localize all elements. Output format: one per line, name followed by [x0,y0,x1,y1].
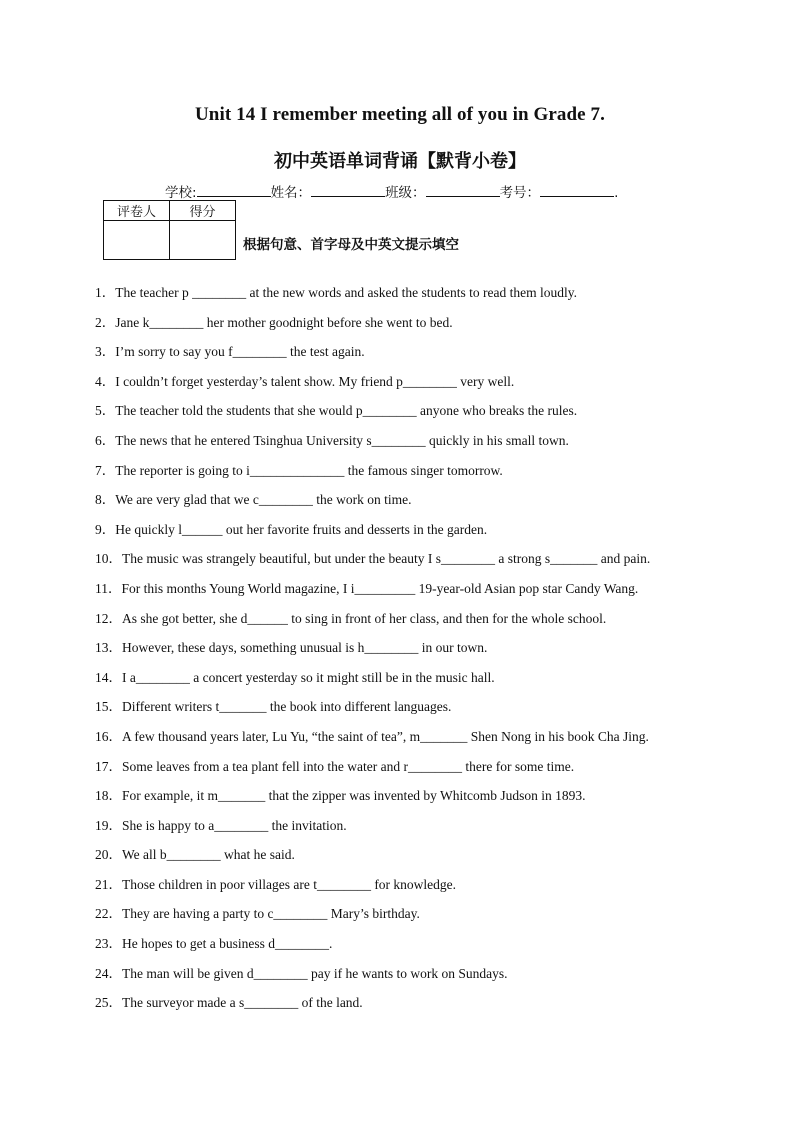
question-item: 3．I’m sorry to say you f________ the test again. [95,344,365,360]
question-item: 21．Those children in poor villages are t________ for knowledge. [95,876,457,892]
question-item: 7．The reporter is going to i______________ the famous singer tomorrow. [95,462,503,478]
question-item: 5．The teacher told the students that she would p________ anyone who breaks the rules. [95,403,578,419]
question-item: 2．Jane k________ her mother goodnight before she went to bed. [95,314,453,330]
question-item: 11．For this months Young World magazine, I i_________ 19-year-old Asian pop star Candy Wang. [95,580,639,596]
name-label: 姓名： [270,185,312,201]
id-label: 考号： [499,185,541,201]
question-item: 1．The teacher p ________ at the new words and asked the students to read them loudly. [95,285,577,300]
section-instruction: 根据句意、首字母及中英文提示填空 [243,237,459,253]
score-cell[interactable] [170,221,236,260]
question-item: 12．As she got better, she d______ to sing in front of her class, and then for the whole school. [95,610,607,626]
id-blank[interactable] [540,184,614,197]
student-info-line [165,181,618,201]
question-item: 24．The man will be given d________ pay if he wants to work on Sundays. [95,965,508,981]
grader-header: 评卷人 [104,201,170,221]
question-item: 20．We all b________ what he said. [95,847,295,863]
question-item: 15．Different writers t_______ the book into different languages. [95,699,452,715]
question-item: 17．Some leaves from a tea plant fell into the water and r________ there for some time. [95,758,575,774]
question-item: 6．The news that he entered Tsinghua University s________ quickly in his small town. [95,432,569,448]
score-header: 得分 [170,201,236,221]
grader-cell[interactable] [104,221,170,260]
question-item: 9．He quickly l______ out her favorite fruits and desserts in the garden. [95,521,488,537]
class-blank[interactable] [426,184,500,197]
question-item: 25．The surveyor made a s________ of the land. [95,995,363,1011]
question-item: 16．A few thousand years later, Lu Yu, “the saint of tea”, m_______ Shen Nong in his book Cha Jing. [95,728,649,744]
question-item: 4．I couldn’t forget yesterday’s talent show. My friend p________ very well. [95,373,515,389]
question-item: 10．The music was strangely beautiful, but under the beauty I s________ a strong s_______ and pain. [95,551,651,567]
school-blank[interactable] [197,184,271,197]
page-title: Unit 14 I remember meeting all of you in Grade 7. [194,104,605,125]
question-item: 13．However, these days, something unusual is h________ in our town. [95,640,488,656]
question-item: 14．I a________ a concert yesterday so it might still be in the music hall. [95,669,495,685]
question-item: 22．They are having a party to c________ Mary’s birthday. [95,906,420,922]
question-item: 23．He hopes to get a business d________. [95,936,333,952]
info-tail: . [614,185,619,201]
school-label: 学校: [165,185,197,201]
question-item: 8．We are very glad that we c________ the work on time. [95,492,412,508]
score-table [103,200,236,260]
class-label: 班级： [385,185,426,201]
name-blank[interactable] [311,184,385,197]
question-item: 18．For example, it m_______ that the zipper was invented by Whitcomb Judson in 1893. [95,788,586,804]
question-item: 19．She is happy to a________ the invitation. [95,817,347,833]
question-list [95,283,735,1023]
page-subtitle: 初中英语单词背诵【默背小卷】 [274,151,526,172]
